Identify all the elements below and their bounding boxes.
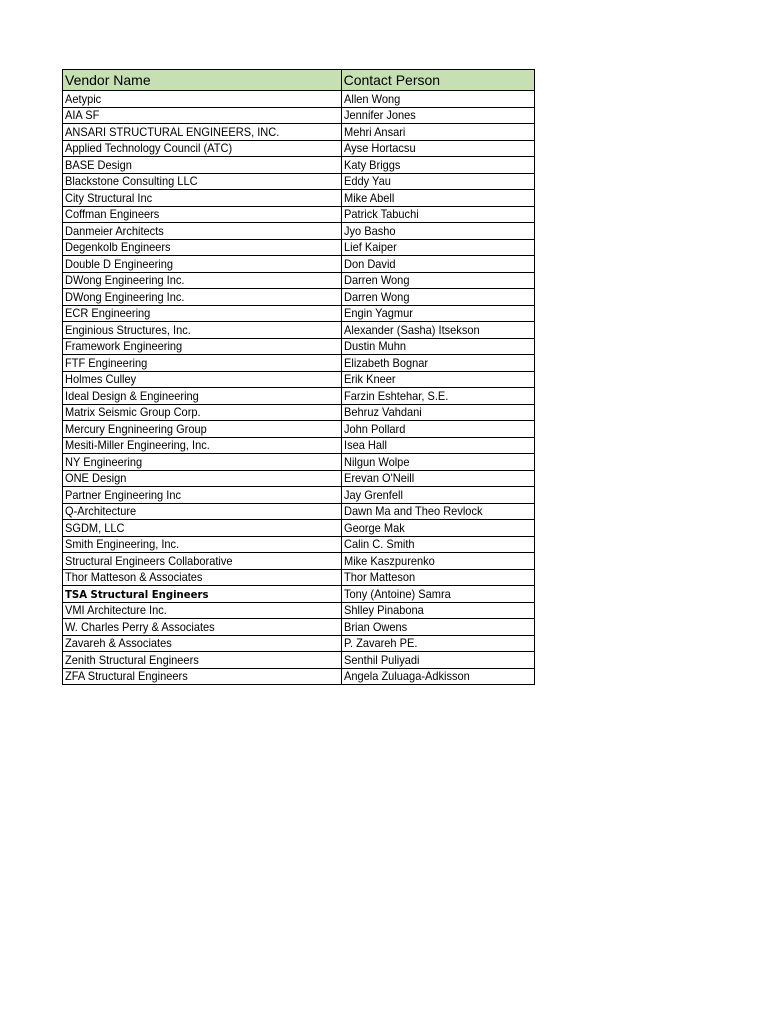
contact-person-cell: [341, 107, 534, 124]
table-row: [63, 536, 535, 553]
contact-person-cell: [341, 305, 534, 322]
contact-person-text: Alexander (Sasha) Itsekson: [343, 322, 480, 337]
table-row: [63, 553, 535, 570]
contact-person-text: Senthil Puliyadi: [343, 652, 420, 667]
vendor-name-text: Holmes Culley: [65, 372, 137, 386]
vendor-name-text: Zavareh & Associates: [65, 636, 172, 650]
vendor-name-text: NY Engineering: [65, 454, 143, 469]
table-row: [63, 454, 535, 471]
contact-person-text: Engin Yagmur: [343, 306, 413, 320]
contact-person-cell: [341, 470, 534, 487]
table-row: [63, 305, 535, 322]
contact-person-cell: [341, 421, 534, 438]
vendor-name-text: DWong Engineering Inc.: [65, 289, 185, 304]
contact-person-text: Dawn Ma and Theo Revlock: [343, 504, 483, 518]
contact-person-cell: [341, 338, 534, 355]
contact-person-cell: [341, 652, 534, 669]
vendor-name-text: Thor Matteson & Associates: [65, 570, 203, 584]
contact-person-text: Eddy Yau: [343, 174, 391, 188]
vendor-name-text: Double D Engineering: [65, 256, 174, 271]
vendor-name-text: BASE Design: [65, 157, 132, 172]
contact-person-cell: [341, 437, 534, 454]
contact-person-text: Darren Wong: [343, 289, 410, 304]
vendor-name-cell: [63, 91, 342, 108]
contact-person-text: Patrick Tabuchi: [343, 207, 419, 221]
vendor-name-text: Ideal Design & Engineering: [65, 388, 199, 403]
contact-person-text: Nilgun Wolpe: [343, 454, 410, 469]
contact-person-text: Don David: [343, 256, 396, 271]
vendor-name-cell: [63, 206, 342, 223]
table-row: [63, 173, 535, 190]
contact-person-text: Calin C. Smith: [343, 537, 415, 551]
table-row: [63, 223, 535, 240]
vendor-name-cell: [63, 388, 342, 405]
vendor-name-text: AIA SF: [65, 108, 100, 122]
vendor-name-cell: [63, 322, 342, 339]
header-row: [63, 70, 535, 91]
contact-person-cell: [341, 355, 534, 372]
table-row: [63, 322, 535, 339]
table-row: [63, 635, 535, 652]
contact-person-text: Lief Kaiper: [343, 240, 397, 254]
contact-person-cell: [341, 157, 534, 174]
vendor-name-text: ECR Engineering: [65, 306, 151, 320]
contact-person-text: Angela Zuluaga-Adkisson: [343, 669, 470, 683]
table-body: [63, 91, 535, 685]
vendor-name-cell: [63, 602, 342, 619]
contact-person-cell: [341, 569, 534, 586]
vendor-name-text: Framework Engineering: [65, 339, 183, 353]
table-row: [63, 388, 535, 405]
contact-person-cell: [341, 404, 534, 421]
contact-person-cell: [341, 388, 534, 405]
table-row: [63, 437, 535, 454]
contact-person-cell: [341, 602, 534, 619]
vendor-name-cell: [63, 553, 342, 570]
table-row: [63, 520, 535, 537]
vendor-name-text: ZFA Structural Engineers: [65, 669, 188, 683]
vendor-name-text: Structural Engineers Collaborative: [65, 553, 233, 568]
vendor-name-cell: [63, 668, 342, 685]
vendor-name-text: Mercury Engnineering Group: [65, 421, 207, 436]
contact-person-cell: [341, 91, 534, 108]
contact-person-text: George Mak: [343, 520, 405, 535]
table-row: [63, 239, 535, 256]
contact-person-cell: [341, 256, 534, 273]
table-row: [63, 91, 535, 108]
vendor-name-cell: [63, 157, 342, 174]
vendor-name-cell: [63, 503, 342, 520]
contact-person-text: Erik Kneer: [343, 372, 396, 386]
table-row: [63, 289, 535, 306]
table-row: [63, 272, 535, 289]
table-row: [63, 619, 535, 636]
vendor-name-text: Aetypic: [65, 91, 102, 106]
contact-person-text: Darren Wong: [343, 273, 410, 287]
vendor-name-cell: [63, 536, 342, 553]
vendor-name-cell: [63, 239, 342, 256]
table-row: [63, 338, 535, 355]
vendor-name-text: Zenith Structural Engineers: [65, 652, 199, 667]
table-row: [63, 602, 535, 619]
table-row: [63, 256, 535, 273]
table-row: [63, 404, 535, 421]
vendor-name-text: ONE Design: [65, 471, 127, 485]
contact-person-text: Mehri Ansari: [343, 124, 405, 139]
table-row: [63, 190, 535, 207]
vendor-name-text: W. Charles Perry & Associates: [65, 619, 215, 634]
vendor-name-cell: [63, 289, 342, 306]
contact-person-cell: [341, 454, 534, 471]
contact-person-cell: [341, 553, 534, 570]
contact-person-cell: [341, 124, 534, 141]
table-row: [63, 586, 535, 603]
contact-person-cell: [341, 289, 534, 306]
vendor-name-text: Degenkolb Engineers: [65, 240, 171, 254]
contact-person-cell: [341, 536, 534, 553]
table-row: [63, 355, 535, 372]
vendor-name-text: SGDM, LLC: [65, 520, 125, 535]
table-row: [63, 470, 535, 487]
contact-person-cell: [341, 206, 534, 223]
table-row: [63, 503, 535, 520]
vendor-name-cell: [63, 652, 342, 669]
vendor-name-cell: [63, 355, 342, 372]
table-row: [63, 421, 535, 438]
table-row: [63, 487, 535, 504]
contact-person-cell: [341, 487, 534, 504]
vendor-name-cell: [63, 256, 342, 273]
contact-person-cell: [341, 503, 534, 520]
contact-person-text: Mike Kaszpurenko: [343, 553, 435, 568]
table-row: [63, 668, 535, 685]
vendor-name-cell: [63, 487, 342, 504]
vendor-name-cell: [63, 421, 342, 438]
vendor-name-text: VMI Architecture Inc.: [65, 603, 167, 617]
contact-person-cell: [341, 322, 534, 339]
vendor-name-text: Partner Engineering Inc: [65, 487, 181, 502]
table-row: [63, 652, 535, 669]
contact-person-text: Tony (Antoine) Samra: [343, 586, 451, 601]
vendor-name-text: Enginious Structures, Inc.: [65, 322, 191, 337]
contact-person-cell: [341, 140, 534, 157]
vendor-name-cell: [63, 404, 342, 421]
contact-person-cell: [341, 239, 534, 256]
contact-person-text: Erevan O'Neill: [343, 471, 414, 485]
vendor-name-text: Q-Architecture: [65, 504, 137, 518]
vendor-name-text: DWong Engineering Inc.: [65, 273, 185, 287]
vendor-name-header: Vendor Name: [63, 70, 342, 91]
vendor-name-text: TSA Structural Engineers: [65, 587, 209, 601]
contact-person-text: Dustin Muhn: [343, 339, 406, 353]
vendor-name-cell: [63, 140, 342, 157]
contact-person-text: Jyo Basho: [343, 223, 396, 238]
contact-person-header: Contact Person: [341, 70, 534, 91]
contact-person-cell: [341, 520, 534, 537]
vendor-name-cell: [63, 338, 342, 355]
vendor-name-text: Coffman Engineers: [65, 207, 160, 221]
contact-person-text: John Pollard: [343, 421, 405, 436]
vendor-name-text: Applied Technology Council (ATC): [65, 141, 233, 155]
vendor-name-cell: [63, 569, 342, 586]
table-row: [63, 206, 535, 223]
vendor-name-cell: [63, 173, 342, 190]
vendor-name-text: Smith Engineering, Inc.: [65, 537, 180, 551]
vendor-name-cell: [63, 586, 342, 603]
vendor-name-text: ANSARI STRUCTURAL ENGINEERS, INC.: [65, 124, 280, 139]
contact-person-text: Farzin Eshtehar, S.E.: [343, 388, 448, 403]
contact-person-cell: [341, 272, 534, 289]
vendor-name-cell: [63, 454, 342, 471]
contact-person-text: Jay Grenfell: [343, 487, 403, 502]
vendor-name-text: Danmeier Architects: [65, 223, 164, 238]
contact-person-cell: [341, 586, 534, 603]
contact-person-cell: [341, 173, 534, 190]
table-row: [63, 569, 535, 586]
vendor-name-text: Mesiti-Miller Engineering, Inc.: [65, 438, 210, 452]
contact-person-cell: [341, 635, 534, 652]
vendor-contact-table: [62, 69, 535, 685]
contact-person-text: Brian Owens: [343, 619, 407, 634]
contact-person-cell: [341, 190, 534, 207]
contact-person-text: Mike Abell: [343, 190, 394, 205]
vendor-name-cell: [63, 190, 342, 207]
vendor-name-text: Matrix Seismic Group Corp.: [65, 405, 201, 419]
vendor-name-cell: [63, 470, 342, 487]
vendor-name-text: Blackstone Consulting LLC: [65, 174, 198, 188]
vendor-name-text: FTF Engineering: [65, 355, 148, 370]
table-row: [63, 107, 535, 124]
contact-person-text: Thor Matteson: [343, 570, 415, 584]
contact-person-text: Shlley Pinabona: [343, 603, 424, 617]
contact-person-text: Ayse Hortacsu: [343, 141, 416, 155]
table-row: [63, 124, 535, 141]
table-row: [63, 157, 535, 174]
table-row: [63, 140, 535, 157]
contact-person-text: Jennifer Jones: [343, 108, 416, 122]
vendor-name-cell: [63, 223, 342, 240]
vendor-name-cell: [63, 619, 342, 636]
vendor-name-cell: [63, 520, 342, 537]
vendor-name-cell: [63, 305, 342, 322]
contact-person-text: Elizabeth Bognar: [343, 355, 428, 370]
contact-person-text: Isea Hall: [343, 438, 387, 452]
vendor-name-cell: [63, 124, 342, 141]
contact-person-text: Katy Briggs: [343, 157, 401, 172]
vendor-name-cell: [63, 437, 342, 454]
contact-person-cell: [341, 668, 534, 685]
contact-person-cell: [341, 223, 534, 240]
contact-person-text: Behruz Vahdani: [343, 405, 422, 419]
contact-person-cell: [341, 371, 534, 388]
vendor-name-cell: [63, 107, 342, 124]
vendor-name-cell: [63, 272, 342, 289]
vendor-name-cell: [63, 371, 342, 388]
vendor-name-cell: [63, 635, 342, 652]
vendor-name-text: City Structural Inc: [65, 190, 153, 205]
contact-person-cell: [341, 619, 534, 636]
contact-person-text: P. Zavareh PE.: [343, 636, 418, 650]
contact-person-text: Allen Wong: [343, 91, 400, 106]
table-row: [63, 371, 535, 388]
